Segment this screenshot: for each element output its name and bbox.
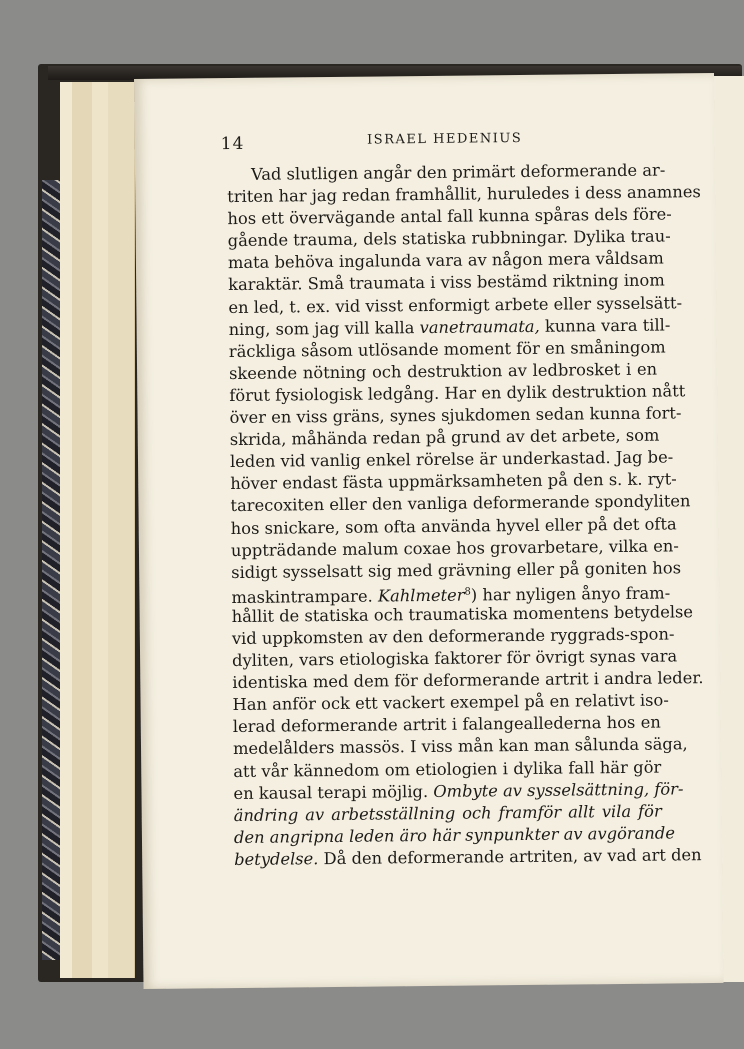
text-line: triten har jag redan framhållit, huruledes i dess anamnes bbox=[227, 182, 701, 207]
text-line: Vad slutligen angår den primärt deformerande ar- bbox=[250, 160, 666, 184]
text-line: hos ett övervägande antal fall kunna spåras dels före- bbox=[227, 204, 672, 229]
text-line: dyliten, vars etiologiska faktorer för övrigt synas vara bbox=[232, 646, 678, 671]
text-line bbox=[234, 844, 702, 871]
text-line: hos snickare, som ofta använda hyvel eller på det ofta bbox=[230, 513, 677, 538]
author-name: Kahlmeter bbox=[377, 585, 465, 606]
text-line: medelålders massös. I viss mån kan man sålunda säga, bbox=[232, 734, 688, 759]
text-segment: en kausal terapi möjlig. bbox=[233, 781, 429, 803]
text-line: Han anför ock ett vackert exempel på en relativt iso- bbox=[232, 690, 669, 715]
page-number: 14 bbox=[220, 133, 245, 155]
body-text bbox=[227, 160, 704, 871]
text-line: mata behöva ingalunda vara av någon mera våldsam bbox=[227, 248, 664, 273]
italic-text: Ombyte av sysselsättning, för- bbox=[433, 778, 684, 801]
page-edges bbox=[72, 82, 92, 978]
page-header bbox=[221, 129, 669, 158]
text-segment: ning, som jag vill kalla bbox=[228, 317, 415, 339]
text-line: identiska med dem för deformerande artrit i andra leder. bbox=[232, 668, 704, 693]
page-edges bbox=[108, 82, 135, 978]
text-segment: ) har nyligen ånyo fram- bbox=[470, 583, 671, 605]
italic-text: betydelse. bbox=[234, 849, 319, 869]
page-edges bbox=[92, 82, 108, 978]
text-line: skeende nötning och destruktion av ledbrosket i en bbox=[229, 359, 658, 383]
text-line: en led, t. ex. vid visst enformigt arbete eller sysselsätt- bbox=[228, 292, 683, 317]
text-line: hållit de statiska och traumatiska momentens betydelse bbox=[231, 602, 694, 626]
text-segment: maskintrampare. bbox=[231, 586, 373, 607]
italic-term: vanetraumata, bbox=[419, 316, 540, 337]
text-line: den angripna leden äro här synpunkter av avgörande bbox=[233, 823, 676, 847]
text-line: tarecoxiten eller den vanliga deformerande spondyliten bbox=[230, 491, 691, 516]
text-line: karaktär. Små traumata i viss bestämd riktning inom bbox=[228, 270, 665, 295]
text-line: skrida, måhända redan på grund av det arbete, som bbox=[229, 425, 660, 450]
text-line: räckliga såsom utlösande moment för en småningom bbox=[228, 337, 666, 361]
text-line: över en viss gräns, synes sjukdomen sedan kunna fort- bbox=[229, 403, 682, 428]
text-line: lerad deformerande artrit i falangealledern​a hos en bbox=[232, 712, 661, 737]
text-line: uppträdande malum coxae hos grovarbetare, vilka en- bbox=[230, 535, 679, 560]
text-line: förut fysiologisk ledgång. Har en dylik destruktion nått bbox=[229, 381, 686, 405]
text-line: leden vid vanlig enkel rörelse är underkastad. Jag be- bbox=[229, 447, 674, 472]
text-line: höver endast fästa uppmärksamheten på den s. k. ryt- bbox=[230, 469, 677, 494]
page-edges bbox=[60, 82, 72, 978]
text-segment: kunna vara till- bbox=[544, 315, 671, 336]
book-page bbox=[134, 73, 723, 989]
text-line: vid uppkomsten av den deformerande ryggrads-spon- bbox=[231, 624, 675, 649]
text-segment: Då den deformerande artriten, av vad art den bbox=[323, 845, 702, 868]
text-line: ändring av arbetsställning och framför allt vila för bbox=[233, 801, 662, 825]
running-title: ISRAEL HEDENIUS bbox=[367, 130, 523, 148]
text-line: sidigt sysselsatt sig med grävning eller på goniten hos bbox=[231, 558, 682, 582]
footnote-ref: 8 bbox=[464, 586, 471, 598]
text-line: gående trauma, dels statiska rubbningar. Dylika trau- bbox=[227, 226, 671, 251]
text-line: att vår kännedom om etiologien i dylika fall här gör bbox=[233, 757, 662, 781]
